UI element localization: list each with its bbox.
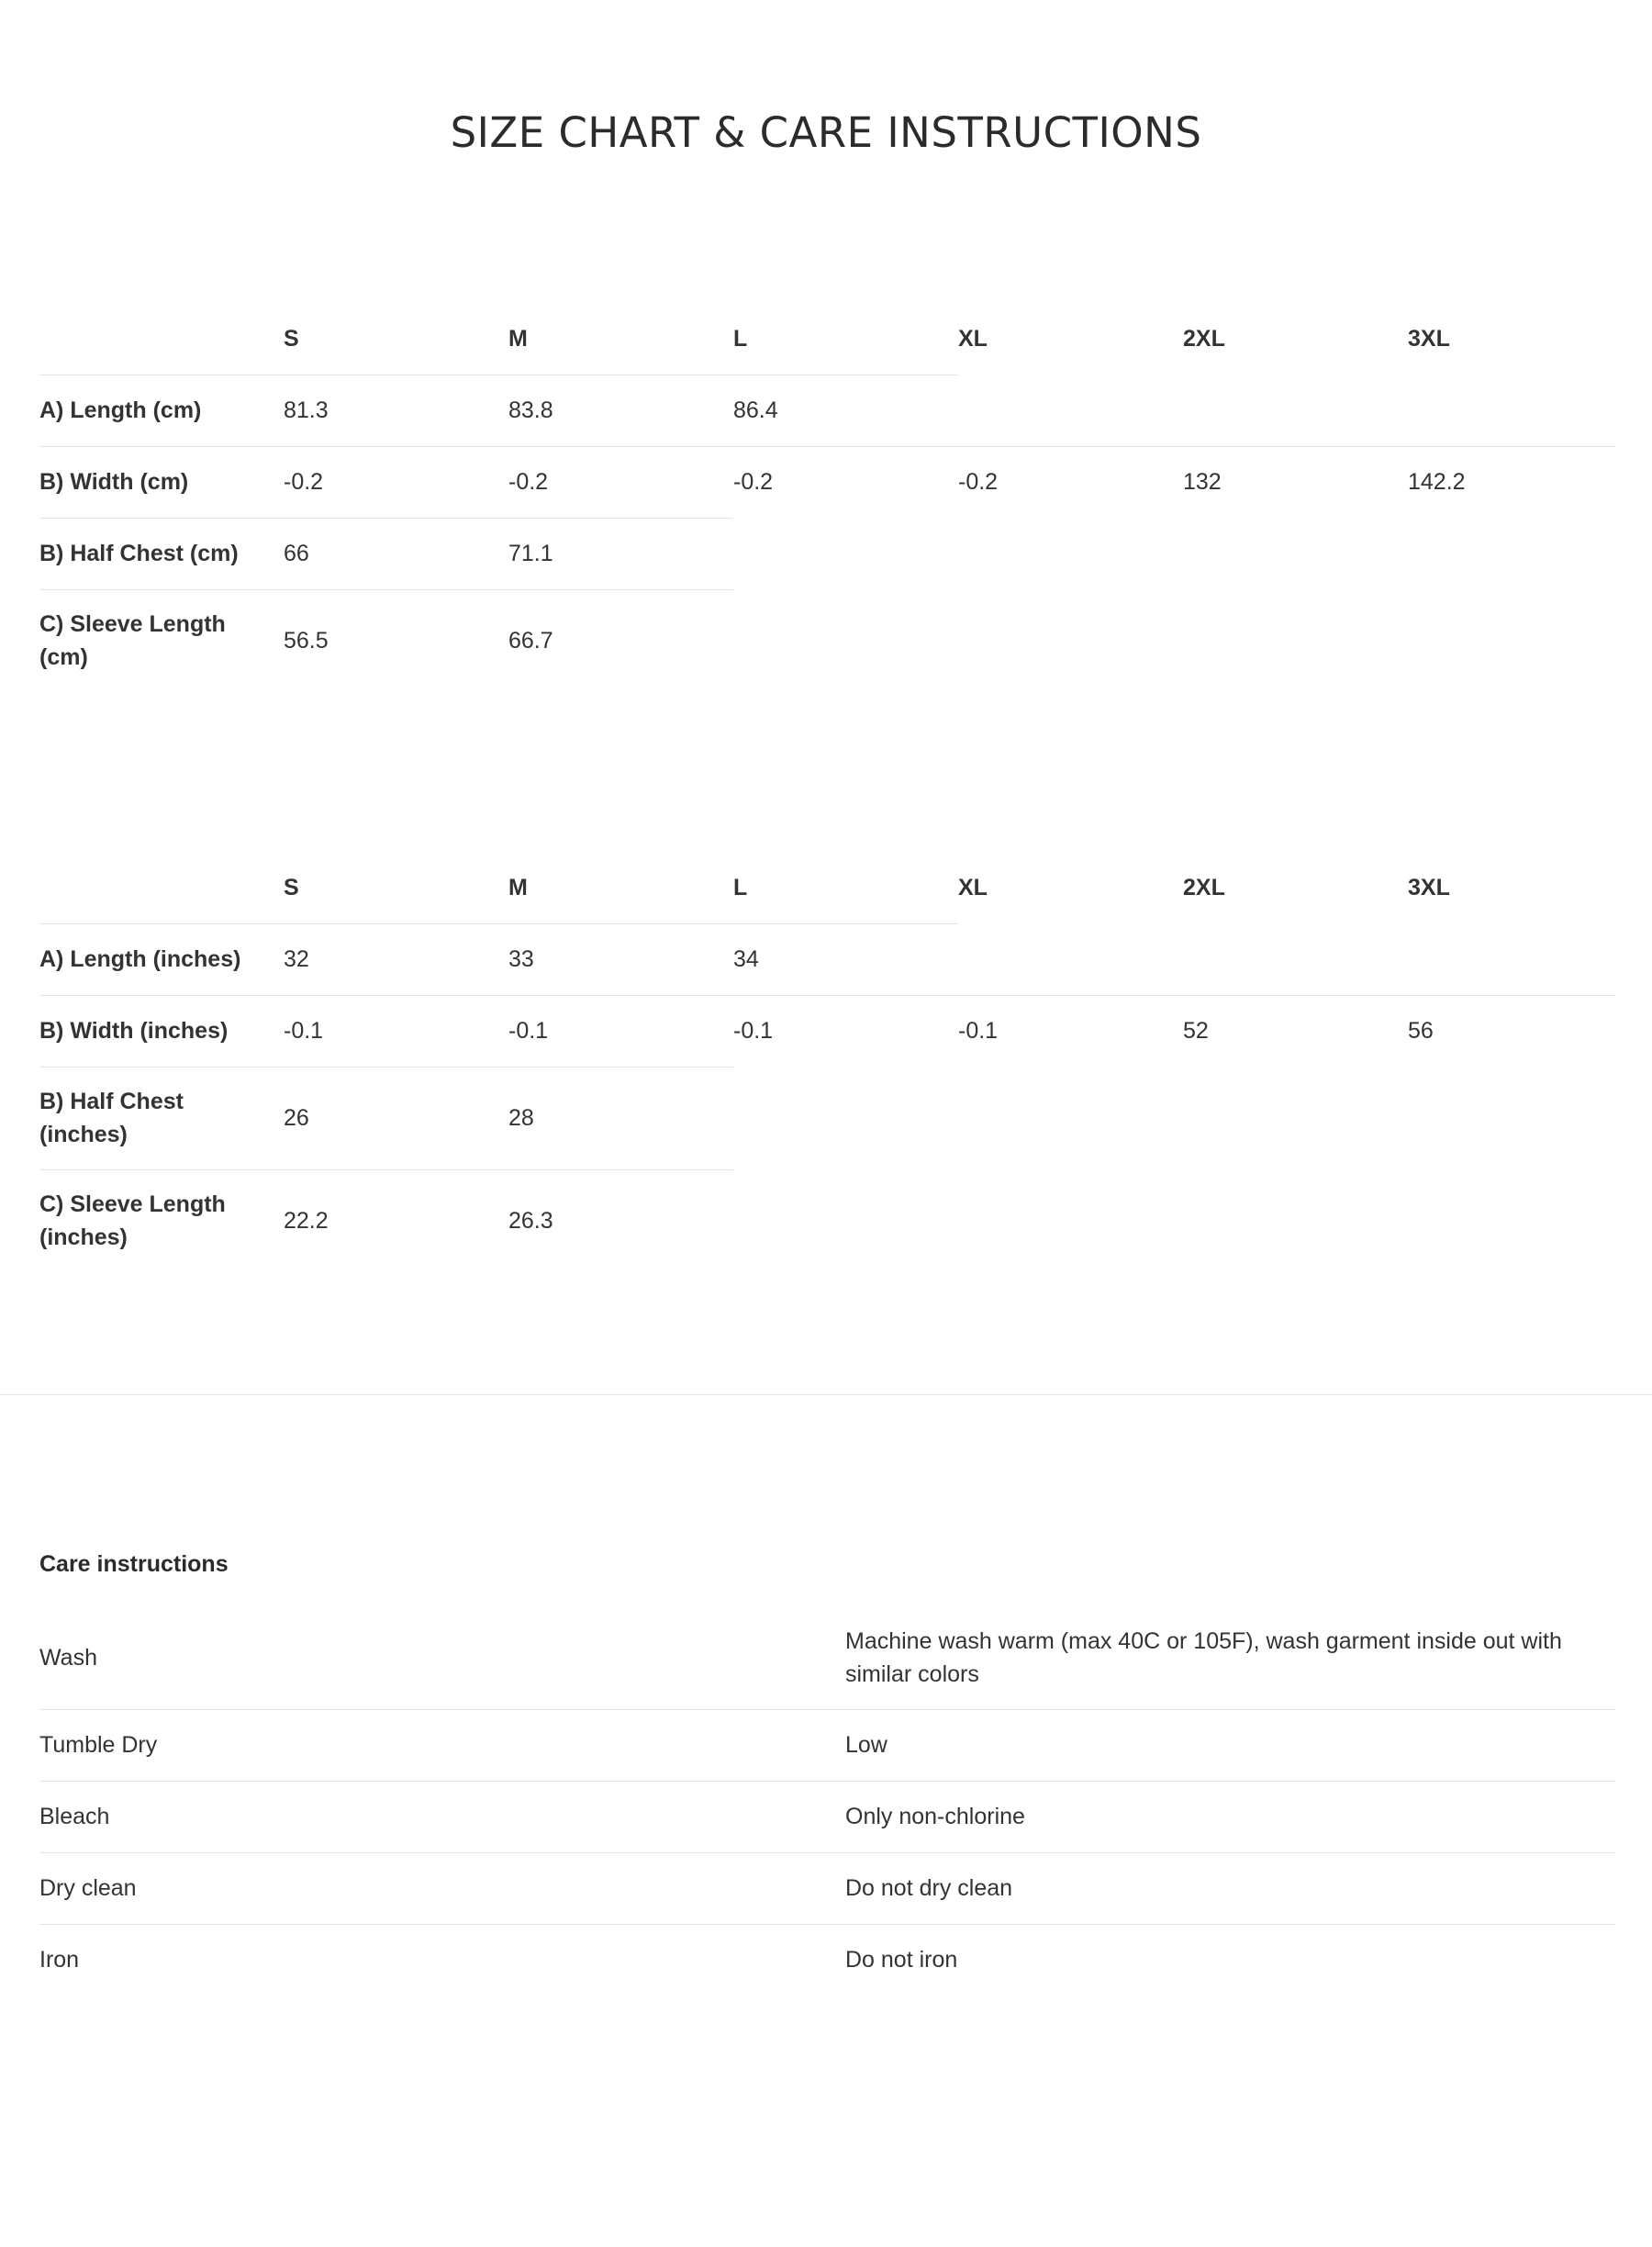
row-label-width: B) Width (cm) <box>39 446 284 518</box>
cell-length-xl <box>958 374 1183 446</box>
column-header-s: S <box>284 325 299 352</box>
column-header-m: M <box>508 874 528 900</box>
column-header-m: M <box>508 325 528 352</box>
cell-sleeve-s: 56.5 <box>284 589 508 692</box>
column-header-l: L <box>733 325 748 352</box>
care-instructions-table <box>39 1606 1615 1995</box>
cell-width-m: -0.1 <box>508 995 733 1067</box>
cell-sleeve-m: 66.7 <box>508 589 733 692</box>
header-empty-cell <box>39 852 284 923</box>
row-label-half-chest: B) Half Chest (cm) <box>39 518 284 589</box>
column-header-xl: XL <box>958 326 988 352</box>
row-label-sleeve-length: C) Sleeve Length (inches) <box>39 1169 284 1272</box>
care-label-tumble-dry: Tumble Dry <box>39 1709 845 1781</box>
care-value-dry-clean: Do not dry clean <box>845 1852 1615 1924</box>
care-label-wash: Wash <box>39 1644 97 1671</box>
cell-width-s: -0.2 <box>284 446 508 518</box>
care-label-bleach: Bleach <box>39 1781 845 1852</box>
table-row <box>39 923 1615 995</box>
table-row <box>39 518 1615 589</box>
column-header-xl: XL <box>958 875 988 900</box>
cell-length-s: 81.3 <box>284 374 508 446</box>
cell-width-3xl: 142.2 <box>1408 446 1615 518</box>
table-row <box>39 1781 1615 1852</box>
row-label-width: B) Width (inches) <box>39 995 284 1067</box>
cell-width-xl: -0.2 <box>958 446 1183 518</box>
care-label-dry-clean: Dry clean <box>39 1852 845 1924</box>
cell-length-3xl <box>1408 923 1615 995</box>
cell-length-xl <box>958 923 1183 995</box>
cell-length-2xl <box>1183 923 1408 995</box>
table-row <box>39 1169 1615 1272</box>
cell-width-s: -0.1 <box>284 995 508 1067</box>
table-row <box>39 1852 1615 1924</box>
section-divider <box>0 1394 1652 1395</box>
cell-width-l: -0.2 <box>733 446 958 518</box>
cell-length-2xl <box>1183 374 1408 446</box>
care-value-wash: Machine wash warm (max 40C or 105F), wash garment inside out with similar colors <box>845 1627 1562 1687</box>
cell-width-2xl: 132 <box>1183 446 1408 518</box>
cell-length-l: 86.4 <box>733 374 958 446</box>
row-label-half-chest: B) Half Chest (inches) <box>39 1067 284 1169</box>
care-value-tumble-dry: Low <box>845 1709 1615 1781</box>
cell-width-3xl: 56 <box>1408 995 1615 1067</box>
care-instructions-heading: Care instructions <box>39 1551 229 1577</box>
size-chart-cm-table <box>39 303 1615 692</box>
column-header-2xl: 2XL <box>1183 875 1225 900</box>
table-row <box>39 1709 1615 1781</box>
cell-width-2xl: 52 <box>1183 995 1408 1067</box>
cell-width-m: -0.2 <box>508 446 733 518</box>
column-header-s: S <box>284 874 299 900</box>
cell-length-l: 34 <box>733 923 958 995</box>
column-header-l: L <box>733 874 748 900</box>
cell-width-l: -0.1 <box>733 995 958 1067</box>
cell-width-xl: -0.1 <box>958 995 1183 1067</box>
column-header-3xl: 3XL <box>1408 326 1450 352</box>
row-label-length: A) Length (cm) <box>39 374 284 446</box>
row-label-length: A) Length (inches) <box>39 923 284 995</box>
table-row <box>39 1067 1615 1169</box>
table-row <box>39 589 1615 692</box>
cell-length-m: 33 <box>508 923 733 995</box>
column-header-2xl: 2XL <box>1183 326 1225 352</box>
size-chart-inches-table <box>39 852 1615 1272</box>
column-header-3xl: 3XL <box>1408 875 1450 900</box>
table-row <box>39 1924 1615 1995</box>
table-row <box>39 446 1615 518</box>
cell-sleeve-s: 22.2 <box>284 1169 508 1272</box>
cell-length-3xl <box>1408 374 1615 446</box>
care-label-iron: Iron <box>39 1924 845 1995</box>
cell-length-m: 83.8 <box>508 374 733 446</box>
care-value-iron: Do not iron <box>845 1924 1615 1995</box>
header-empty-cell <box>39 303 284 374</box>
cell-half-chest-s: 26 <box>284 1067 508 1169</box>
table-header-row <box>39 303 1615 374</box>
table-row <box>39 995 1615 1067</box>
cell-half-chest-s: 66 <box>284 518 508 589</box>
table-row <box>39 1606 1615 1709</box>
cell-half-chest-m: 28 <box>508 1067 733 1169</box>
cell-length-s: 32 <box>284 923 508 995</box>
table-row <box>39 374 1615 446</box>
row-label-sleeve-length: C) Sleeve Length (cm) <box>39 589 284 692</box>
care-value-bleach: Only non-chlorine <box>845 1781 1615 1852</box>
table-header-row <box>39 852 1615 923</box>
page-title: SIZE CHART & CARE INSTRUCTIONS <box>450 108 1202 157</box>
cell-sleeve-m: 26.3 <box>508 1169 733 1272</box>
cell-half-chest-m: 71.1 <box>508 518 733 589</box>
